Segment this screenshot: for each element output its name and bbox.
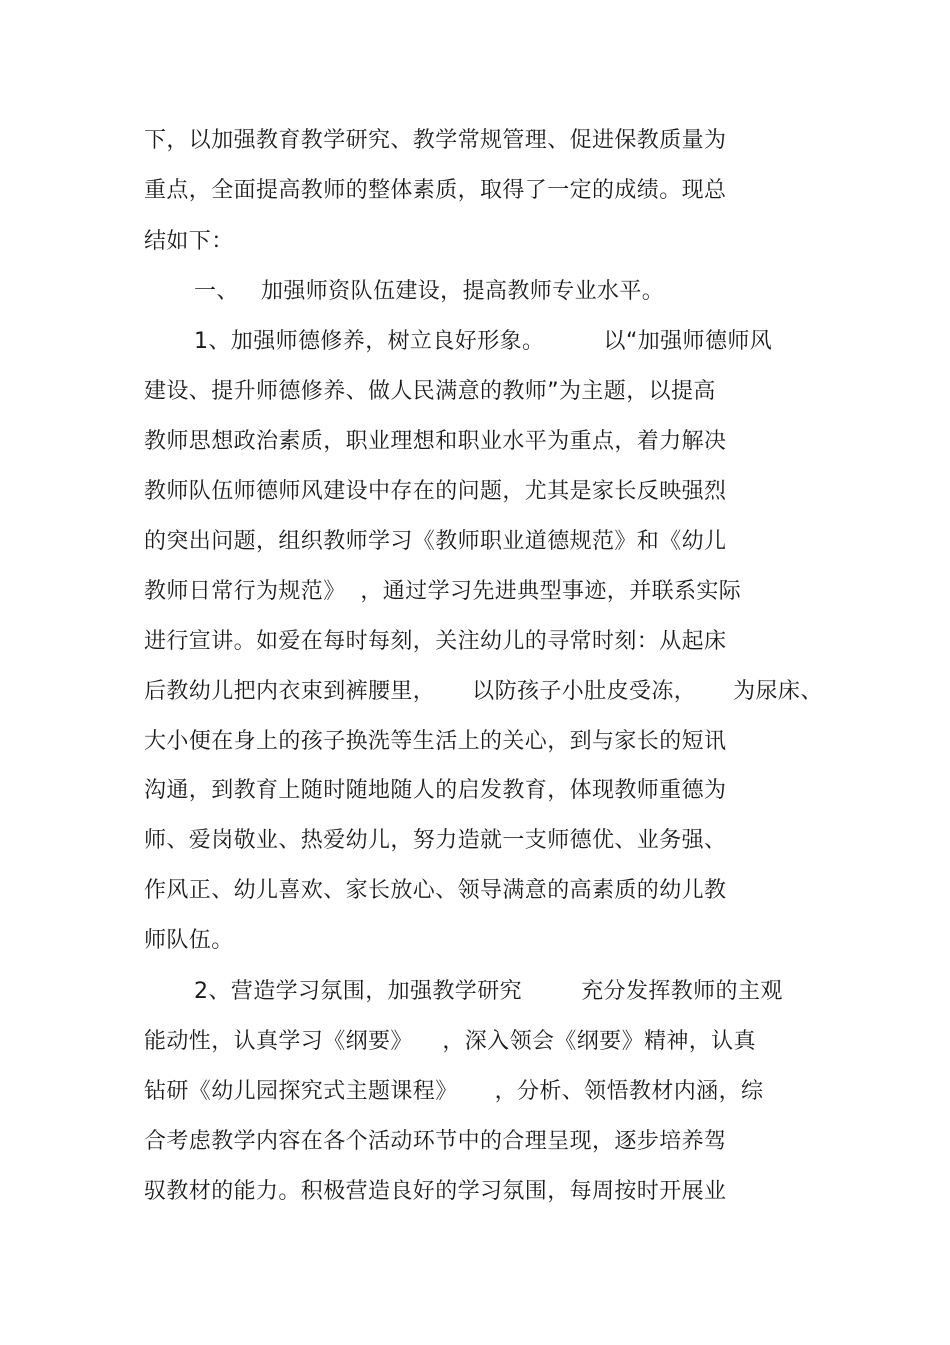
text-line: 结如下： [144,229,234,254]
text-line: 建设、提升师德修养、做人民满意的教师”为主题，以提高 [144,379,716,404]
text-line: 教师日常行为规范》 ，通过学习先进典型事迹，并联系实际 [144,579,742,604]
text-line: 后教幼儿把内衣束到裤腰里， 以防孩子小肚皮受冻， 为尿床、 [144,679,823,704]
text-line: 钻研《幼儿园探究式主题课程》 ，分析、领悟教材内涵，综 [144,1079,764,1104]
section-heading: 一、 加强师资队伍建设，提高教师专业水平。 [194,279,665,304]
text-line: 沟通，到教育上随时随地随人的启发教育，体现教师重德为 [144,778,727,803]
text-line: 的突出问题，组织教师学习《教师职业道德规范》和《幼儿 [144,529,727,554]
text-line: 作风正、幼儿喜欢、家长放心、领导满意的高素质的幼儿教 [144,878,727,903]
subsection-heading: 1、加强师德修养，树立良好形象。 以“加强师德师风 [194,329,773,354]
text-line: 能动性，认真学习《纲要》 ，深入领会《纲要》精神，认真 [144,1029,756,1054]
text-line: 下，以加强教育教学研究、教学常规管理、促进保教质量为 [144,128,727,153]
text-line: 进行宣讲。如爱在每时每刻，关注幼儿的寻常时刻：从起床 [144,629,727,654]
text-line: 重点，全面提高教师的整体素质，取得了一定的成绩。现总 [144,178,727,203]
text-line: 驭教材的能力。积极营造良好的学习氛围，每周按时开展业 [144,1179,727,1204]
text-line: 合考虑教学内容在各个活动环节中的合理呈现，逐步培养驾 [144,1129,727,1154]
text-line: 教师队伍师德师风建设中存在的问题，尤其是家长反映强烈 [144,479,727,504]
text-line: 大小便在身上的孩子换洗等生活上的关心，到与家长的短讯 [144,729,727,754]
text-line: 师队伍。 [144,928,234,953]
subsection-heading: 2、营造学习氛围，加强教学研究 充分发挥教师的主观 [194,979,783,1004]
text-line: 教师思想政治素质，职业理想和职业水平为重点，着力解决 [144,429,727,454]
text-line: 师、爱岗敬业、热爱幼儿，努力造就一支师德优、业务强、 [144,828,727,853]
